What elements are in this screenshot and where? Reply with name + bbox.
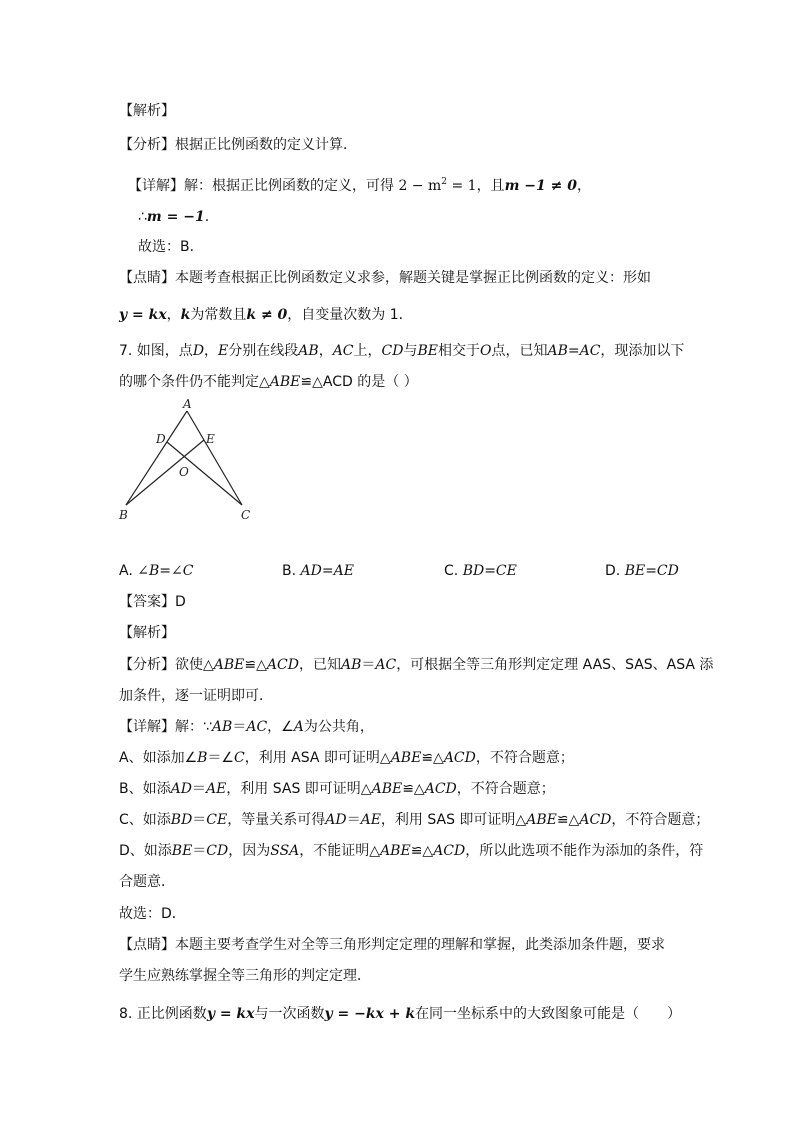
label-E: E xyxy=(206,432,215,446)
label-B: B xyxy=(119,508,128,522)
equation-1: $2 - m^2 = 1$ xyxy=(398,177,477,194)
var-k: k xyxy=(180,307,191,323)
comment-tag: 【点睛】 xyxy=(119,270,175,286)
label-A: A xyxy=(183,397,192,411)
comment-line-3: 【点睛】本题主要考查学生对全等三角形判定定理的理解和掌握，此类添加条件题，要求 xyxy=(119,937,665,953)
detail-line-2: 【详解】解：∵AB＝AC，∠A为公共角， xyxy=(119,719,374,735)
formula-y-kx-2: y = kx xyxy=(206,1006,255,1022)
question-8-line: 8. 正比例函数y = kx与一次函数y = −kx + k在同一坐标系中的大致图象可能是（ ） xyxy=(119,1006,682,1022)
formula-y-kx: y = kx xyxy=(119,307,167,323)
formula-linear: y = −kx + k xyxy=(324,1006,416,1022)
equation-3: m = −1 xyxy=(146,209,205,225)
option-c[interactable]: C. BD=CE xyxy=(444,563,517,579)
segment-BE xyxy=(126,440,204,505)
section-heading-jiexi: 【解析】 xyxy=(119,103,175,119)
question-7-line-1: 7. 如图，点D，E分别在线段AB，AC上，CD与BE相交于O点，已知AB=AC，现添加以下 xyxy=(119,343,685,359)
segment-AC xyxy=(187,411,242,505)
analysis-line-2: 【分析】欲使△ABE≌△ACD，已知AB＝AC，可根据全等三角形判定定理 AAS、SAS、ASA 添 xyxy=(119,657,714,673)
label-O: O xyxy=(179,465,189,479)
question-7-line-2: 的哪个条件仍不能判定△ABE≌△ACD 的是（ ） xyxy=(119,374,418,390)
label-C: C xyxy=(241,508,251,522)
label-D: D xyxy=(156,432,166,446)
detail-tag: 【详解】 xyxy=(128,178,184,194)
answer-line: 【答案】D xyxy=(119,594,186,610)
section-heading-jiexi-2: 【解析】 xyxy=(119,625,175,641)
case-d-line: D、如添BE＝CD，因为SSA，不能证明△ABE≌△ACD，所以此选项不能作为添加的条件，符 xyxy=(119,843,704,859)
detail-line: 【详解】解：根据正比例函数的定义，可得 $2 - m^2 = 1$，且m −1 ≠ 0， xyxy=(128,177,591,194)
comment-line-4: 学生应熟练掌握全等三角形的判定定理． xyxy=(119,968,371,984)
option-a[interactable]: A. ∠B=∠C xyxy=(119,563,194,579)
option-b[interactable]: B. AD=AE xyxy=(282,563,354,579)
case-a-line: A、如添加∠B＝∠C，利用 ASA 即可证明△ABE≌△ACD，不符合题意； xyxy=(119,750,574,766)
choice-line-2: 故选：D． xyxy=(119,906,186,922)
analysis-tag: 【分析】 xyxy=(119,137,175,153)
analysis-line xyxy=(119,135,357,155)
analysis-text: 根据正比例函数的定义计算． xyxy=(175,137,357,153)
detail-text-2: ，且 xyxy=(476,178,505,194)
analysis-line-2b: 加条件，逐一证明即可． xyxy=(119,688,273,704)
detail-text: 解：根据正比例函数的定义，可得 xyxy=(184,178,394,194)
comment-line xyxy=(119,268,651,288)
formula-k-ne-0: k ≠ 0 xyxy=(246,307,288,323)
equation-2: m −1 ≠ 0 xyxy=(504,178,577,194)
segment-AB xyxy=(126,411,187,505)
case-c-line: C、如添BD＝CE，等量关系可得AD＝AE，利用 SAS 即可证明△ABE≌△ACD，不符合题意； xyxy=(119,812,710,828)
comment-text: 本题考查根据正比例函数定义求参，解题关键是掌握正比例函数的定义：形如 xyxy=(175,270,651,286)
case-b-line: B、如添AD＝AE，利用 SAS 即可证明△ABE≌△ACD，不符合题意； xyxy=(119,781,555,797)
choice-line: 故选：B． xyxy=(138,239,204,255)
option-d[interactable]: D. BE=CD xyxy=(605,563,679,579)
triangle-figure xyxy=(110,395,260,530)
comment-line-2: y = kx，k为常数且k ≠ 0，自变量次数为 1． xyxy=(119,307,413,323)
case-d-line-2: 合题意． xyxy=(119,874,175,890)
therefore-line: ∴m = −1. xyxy=(138,209,210,225)
